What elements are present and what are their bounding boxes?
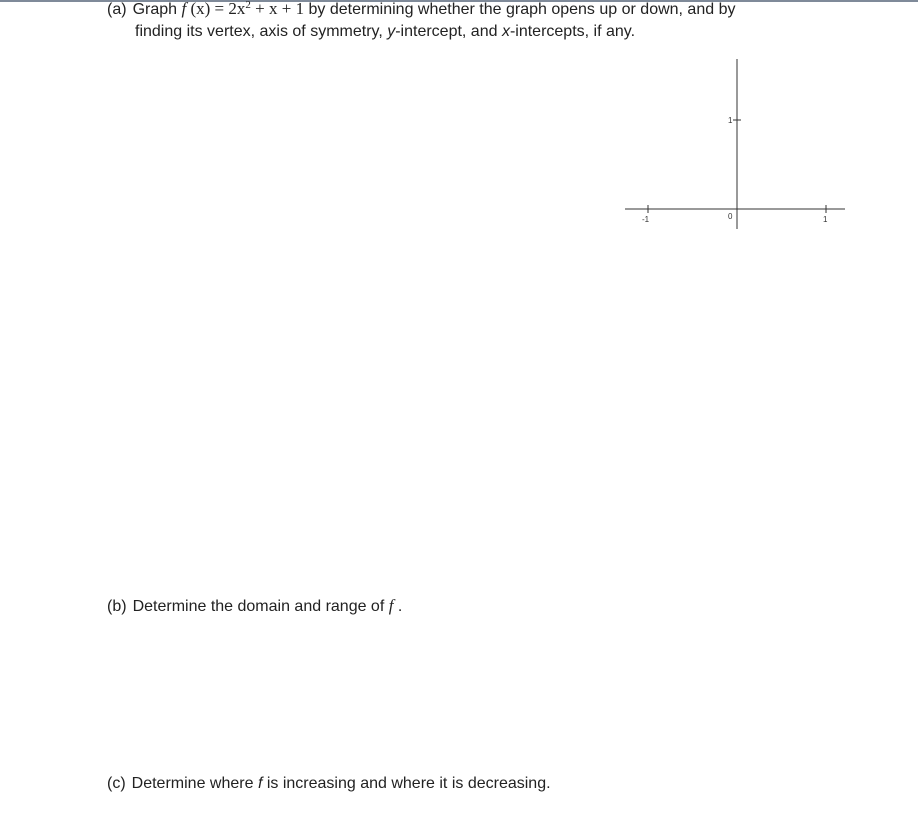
question-part-b	[107, 595, 402, 618]
part-b-text: Determine the domain and range of	[132, 598, 389, 615]
part-c-label: (c)	[107, 775, 126, 792]
part-a-line2-pre: finding its vertex, axis of symmetry,	[135, 23, 388, 40]
part-c-text-post: is increasing and where it is decreasing.	[262, 775, 551, 792]
part-a-text-1: Graph	[132, 1, 182, 18]
part-a-line2-x: x	[501, 23, 510, 40]
part-b-end: .	[393, 598, 403, 615]
part-b-f: f	[388, 596, 394, 615]
part-a-function	[181, 0, 304, 18]
part-a-text-2: by determining whether the graph opens up or down, and by	[304, 1, 736, 18]
question-part-c	[107, 773, 551, 795]
x-tick-label-1: 1	[823, 215, 828, 224]
x-tick-label-neg1: -1	[642, 215, 650, 224]
part-a-line2-y: y	[387, 23, 396, 40]
part-a-function-rest: (x) = 2x	[186, 0, 246, 18]
part-b-label: (b)	[107, 598, 127, 615]
part-c-text-pre: Determine where	[131, 775, 258, 792]
part-a-line2-post: -intercepts, if any.	[509, 23, 636, 40]
part-c-f: f	[257, 775, 263, 792]
coordinate-graph	[620, 55, 850, 235]
part-a-label: (a)	[107, 1, 127, 18]
part-a-function-tail: + x + 1	[250, 0, 305, 18]
x-tick-label-0: 0	[728, 212, 733, 221]
part-a-exponent: 2	[245, 0, 251, 11]
question-part-a	[107, 0, 735, 43]
part-a-function-f: f	[181, 0, 187, 18]
part-a-line-2	[107, 21, 735, 43]
part-a-line2-mid: -intercept, and	[395, 23, 502, 40]
y-tick-label-1: 1	[728, 116, 733, 125]
